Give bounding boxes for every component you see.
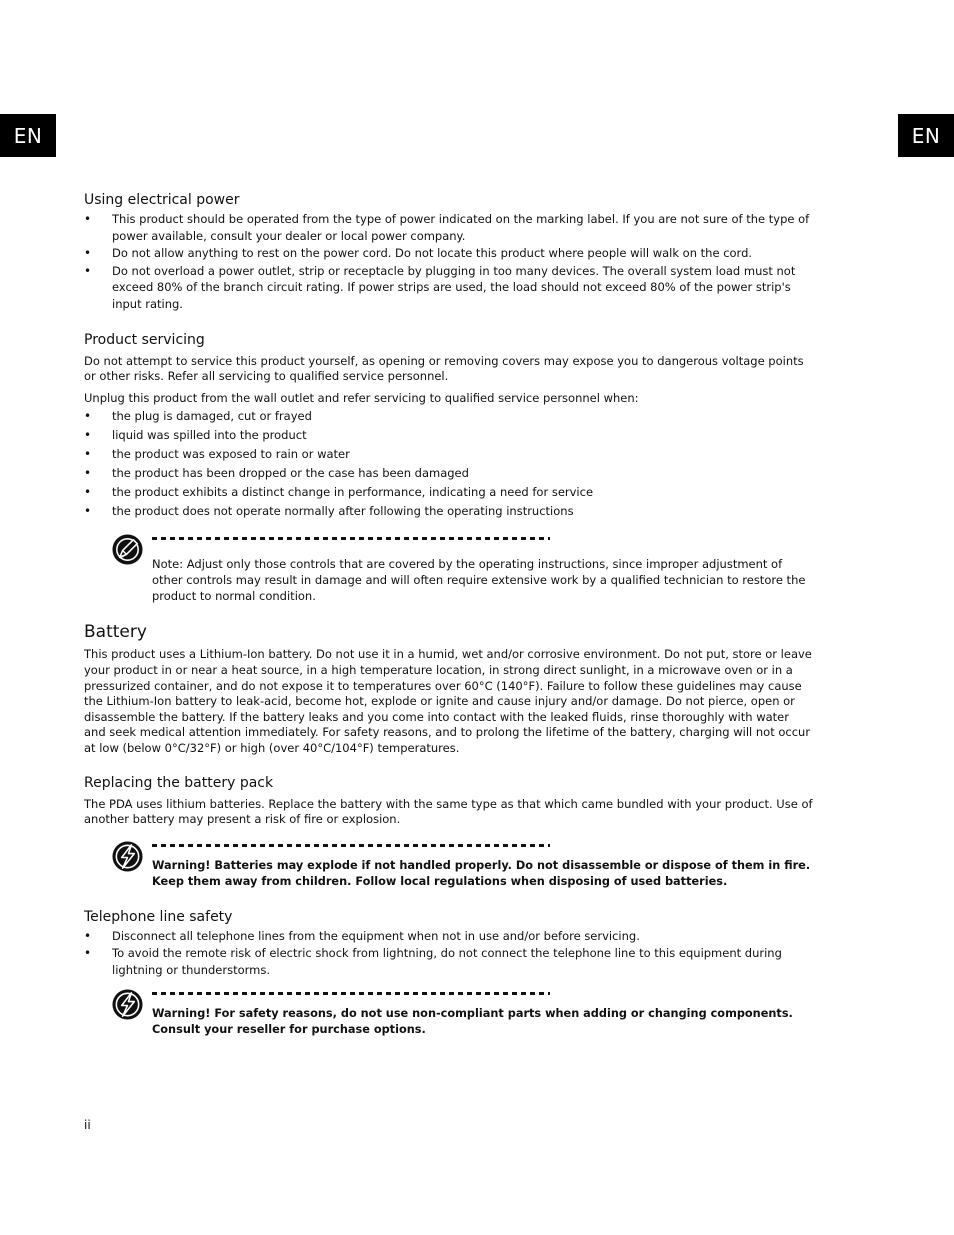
list-item: • the product has been dropped or the case has been damaged	[84, 464, 814, 483]
callout-divider	[152, 992, 550, 995]
electrical-list	[84, 211, 814, 313]
list-item: • Disconnect all telephone lines from the equipment when not in use and/or before servicing.	[84, 928, 814, 945]
telephone-list	[84, 928, 814, 979]
warning-line-2: Consult your reseller for purchase options.	[152, 1023, 426, 1037]
note-label: Note:	[152, 557, 184, 572]
language-tab-left: EN	[0, 114, 56, 157]
note-pencil-icon	[111, 533, 144, 566]
list-item: • liquid was spilled into the product	[84, 426, 814, 445]
list-item: • Do not allow anything to rest on the power cord. Do not locate this product where people will walk on the cord.	[84, 245, 814, 262]
note-body: Adjust only those controls that are covered by the operating instructions, since improper adjustment of other controls may result in damage and will often require extensive work by a qualified technician to restore the product to normal condition.	[152, 557, 806, 604]
servicing-paragraph-1: Do not attempt to service this product yourself, as opening or removing covers may expose you to dangerous voltage points or other risks. Refer all servicing to qualified service personnel.	[84, 353, 804, 384]
callout-divider	[152, 844, 550, 847]
list-item: • Do not overload a power outlet, strip or receptacle by plugging in too many devices. The overall system load must not exceed 80% of the branch circuit rating. If power strips are used, the load should not exceed 80% of the power strip's input rating.	[84, 263, 814, 313]
telephone-warning-callout	[84, 992, 814, 1038]
warning-line-1: Warning! For safety reasons, do not use non-compliant parts when adding or changing components.	[152, 1007, 793, 1021]
note-callout	[84, 537, 814, 604]
list-item: • the product was exposed to rain or water	[84, 445, 814, 464]
battery-paragraph: This product uses a Lithium-Ion battery. Do not use it in a humid, wet and/or corrosive environment. Do not put, store or leave your product in or near a heat source, in a high temperature location, in strong direct sunlight, in a microwave oven or in a pressurized container, and do not expose it to temperatures over 60°C (140°F). Failure to follow these guidelines may cause the Lithium-Ion battery to leak-acid, become hot, explode or ignite and cause injury and/or damage. Do not pierce, open or disassemble the battery. If the battery leaks and you come into contact with the leaked fluids, rinse thoroughly with water and seek medical attention immediately. For safety reasons, and to prolong the lifetime of the battery, charging will not occur at low (below 0°C/32°F) or high (over 40°C/104°F) temperatures.	[84, 647, 812, 755]
replacing-paragraph: The PDA uses lithium batteries. Replace the battery with the same type as that which came bundled with your product. Use of another battery may present a risk of fire or explosion.	[84, 796, 813, 827]
lightning-warning-icon	[111, 988, 144, 1021]
page-number: ii	[84, 1118, 91, 1132]
lightning-warning-icon	[111, 840, 144, 873]
list-item: • the plug is damaged, cut or frayed	[84, 407, 814, 426]
warning-line-1: Warning! Batteries may explode if not handled properly. Do not disassemble or dispose of them in fire.	[152, 858, 811, 872]
note-text	[152, 556, 814, 604]
servicing-paragraph-2: Unplug this product from the wall outlet and refer servicing to qualified service personnel when:	[84, 390, 639, 405]
section-heading-electrical: Using electrical power	[84, 192, 240, 208]
list-item: • the product does not operate normally after following the operating instructions	[84, 502, 814, 521]
section-heading-telephone: Telephone line safety	[84, 908, 233, 925]
page-content	[84, 190, 814, 1038]
servicing-list	[84, 407, 814, 521]
section-heading-replacing: Replacing the battery pack	[84, 774, 274, 791]
warning-line-2: Keep them away from children. Follow local regulations when disposing of used batteries.	[152, 874, 728, 888]
battery-warning-callout	[84, 844, 814, 890]
language-tab-right: EN	[898, 114, 954, 157]
section-heading-battery: Battery	[84, 622, 147, 643]
list-item: • the product exhibits a distinct change in performance, indicating a need for service	[84, 483, 814, 502]
section-heading-servicing: Product servicing	[84, 331, 205, 348]
callout-divider	[152, 537, 550, 540]
list-item: • To avoid the remote risk of electric shock from lightning, do not connect the telephone line to this equipment during lightning or thunderstorms.	[84, 945, 814, 978]
list-item: • This product should be operated from the type of power indicated on the marking label. If you are not sure of the type of power available, consult your dealer or local power company.	[84, 211, 814, 244]
